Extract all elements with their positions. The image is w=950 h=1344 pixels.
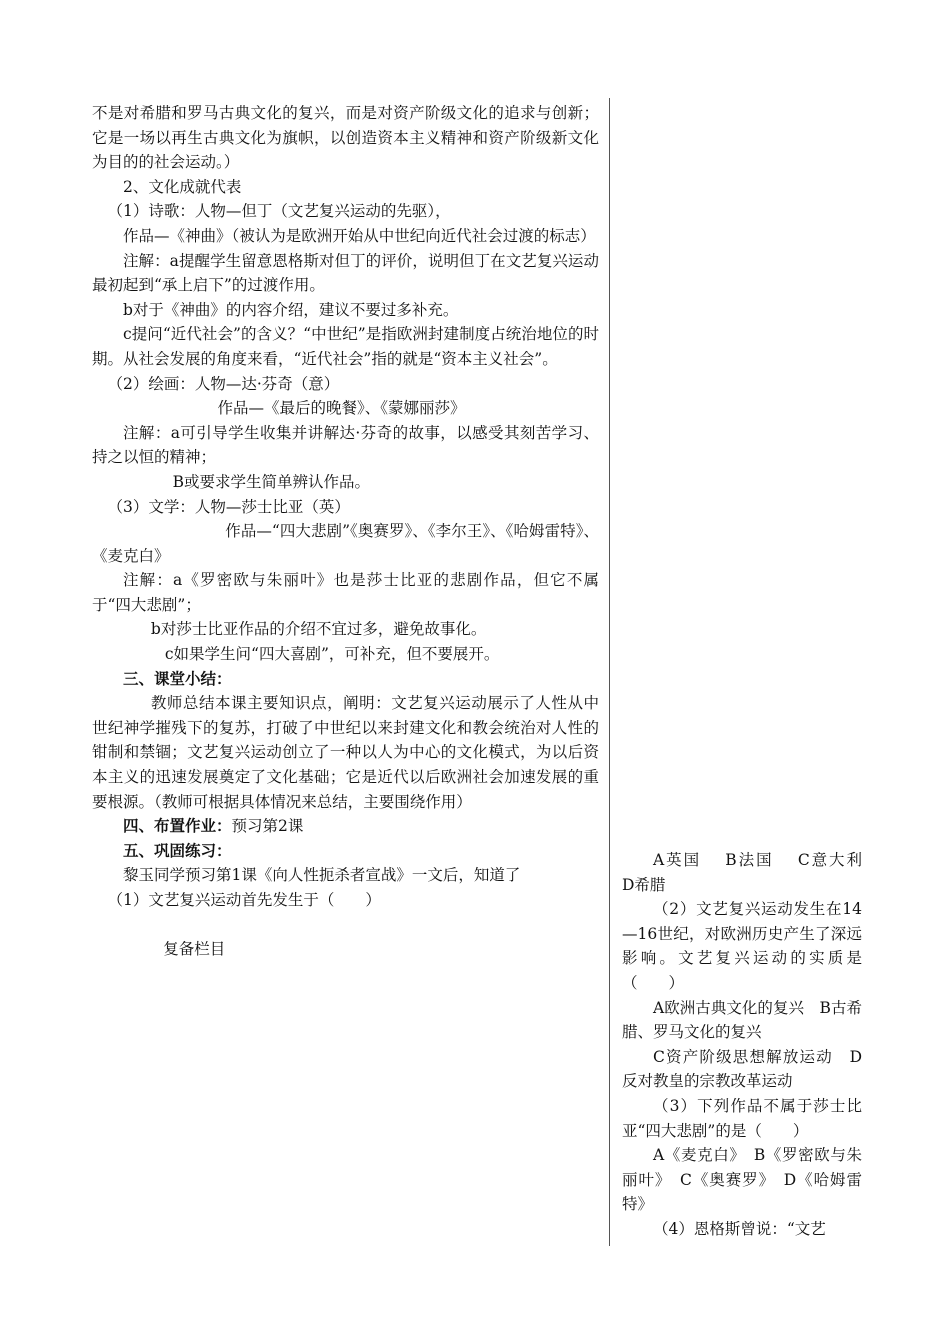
paragraph: 教师总结本课主要知识点，阐明：文艺复兴运动展示了人性从中世纪神学摧残下的复苏，打破了中世纪以来封建文化和教会统治对人性的钳制和禁锢；文艺复兴运动创立了一种以人为中心的文化模式，为以后资本主义的迅速发展奠定了文化基础；它是近代以后欧洲社会加速发展的重要根源。（教师可根据具体情况来总结，主要围绕作用）	[92, 694, 599, 811]
paragraph: 注解：a《罗密欧与朱丽叶》也是莎士比亚的悲剧作品，但它不属于“四大悲剧”；	[92, 571, 599, 614]
question: （2）文艺复兴运动发生在14—16世纪，对欧洲历史产生了深远影响。文艺复兴运动的实质是（ ）	[622, 900, 862, 992]
review-column-label: 复备栏目	[163, 939, 226, 958]
question-options: A欧洲古典文化的复兴 B古希腊、罗马文化的复兴	[622, 998, 862, 1042]
heading-text: 预习第2课	[231, 817, 304, 836]
section-heading	[92, 814, 599, 839]
heading-label: 四、布置作业：	[123, 816, 232, 836]
paragraph-text: 作品—“四大悲剧”《奥赛罗》、《李尔王》、《哈姆雷特》、《麦克白》	[92, 522, 599, 565]
paragraph: B或要求学生简单辨认作品。	[172, 472, 370, 491]
paragraph: （1）诗歌：人物—但丁（文艺复兴运动的先驱），	[107, 202, 451, 221]
paragraph: 作品—《最后的晚餐》、《蒙娜丽莎》	[217, 399, 466, 418]
paragraph: 作品—《神曲》（被认为是欧洲开始从中世纪向近代社会过渡的标志）	[123, 226, 596, 245]
paragraph: 不是对希腊和罗马古典文化的复兴，而是对资产阶级文化的追求与创新；它是一场以再生古典文化为旗帜，以创造资本主义精神和资产阶级新文化为目的的社会运动。）	[92, 104, 599, 172]
paragraph: b对莎士比亚作品的介绍不宜过多，避免故事化。	[150, 620, 487, 639]
paragraph: b对于《神曲》的内容介绍，建议不要过多补充。	[123, 300, 459, 319]
left-column	[92, 101, 599, 961]
paragraph: c如果学生问“四大喜剧”，可补充，但不要展开。	[164, 645, 500, 664]
paragraph: c提问“近代社会”的含义？“中世纪”是指欧洲封建制度占统治地位的时期。从社会发展的角度来看，“近代社会”指的就是“资本主义社会”。	[92, 325, 599, 368]
question-options: C资产阶级思想解放运动 D反对教皇的宗教改革运动	[622, 1047, 862, 1091]
column-divider	[609, 98, 610, 1246]
paragraph: （2）绘画：人物—达·芬奇（意）	[107, 374, 340, 393]
question-options: A《麦克白》 B《罗密欧与朱丽叶》 C《奥赛罗》 D《哈姆雷特》	[622, 1146, 862, 1214]
right-column	[622, 848, 878, 1242]
question: （4）恩格斯曾说：“文艺	[653, 1219, 826, 1238]
spacer	[92, 913, 599, 927]
paragraph: （3）文学：人物—莎士比亚（英）	[107, 497, 350, 516]
paragraph	[92, 519, 599, 568]
section-heading: 五、巩固练习：	[123, 840, 232, 860]
question: （3）下列作品不属于莎士比亚“四大悲剧”的是（ ）	[622, 1096, 862, 1140]
paragraph: 注解：a可引导学生收集并讲解达·芬奇的故事，以感受其刻苦学习、持之以恒的精神；	[92, 423, 599, 467]
paragraph: 黎玉同学预习第1课《向人性扼杀者宣战》一文后，知道了	[123, 866, 521, 885]
paragraph: 注解：a提醒学生留意恩格斯对但丁的评价，说明但丁在文艺复兴运动最初起到“承上启下”的过渡作用。	[92, 251, 599, 295]
paragraph: （1）文艺复兴运动首先发生于（ ）	[107, 891, 381, 909]
section-heading: 三、课堂小结：	[123, 668, 232, 688]
question-options: A英国 B法国 C意大利 D希腊	[622, 851, 878, 894]
section-subheading: 2、文化成就代表	[123, 177, 242, 196]
